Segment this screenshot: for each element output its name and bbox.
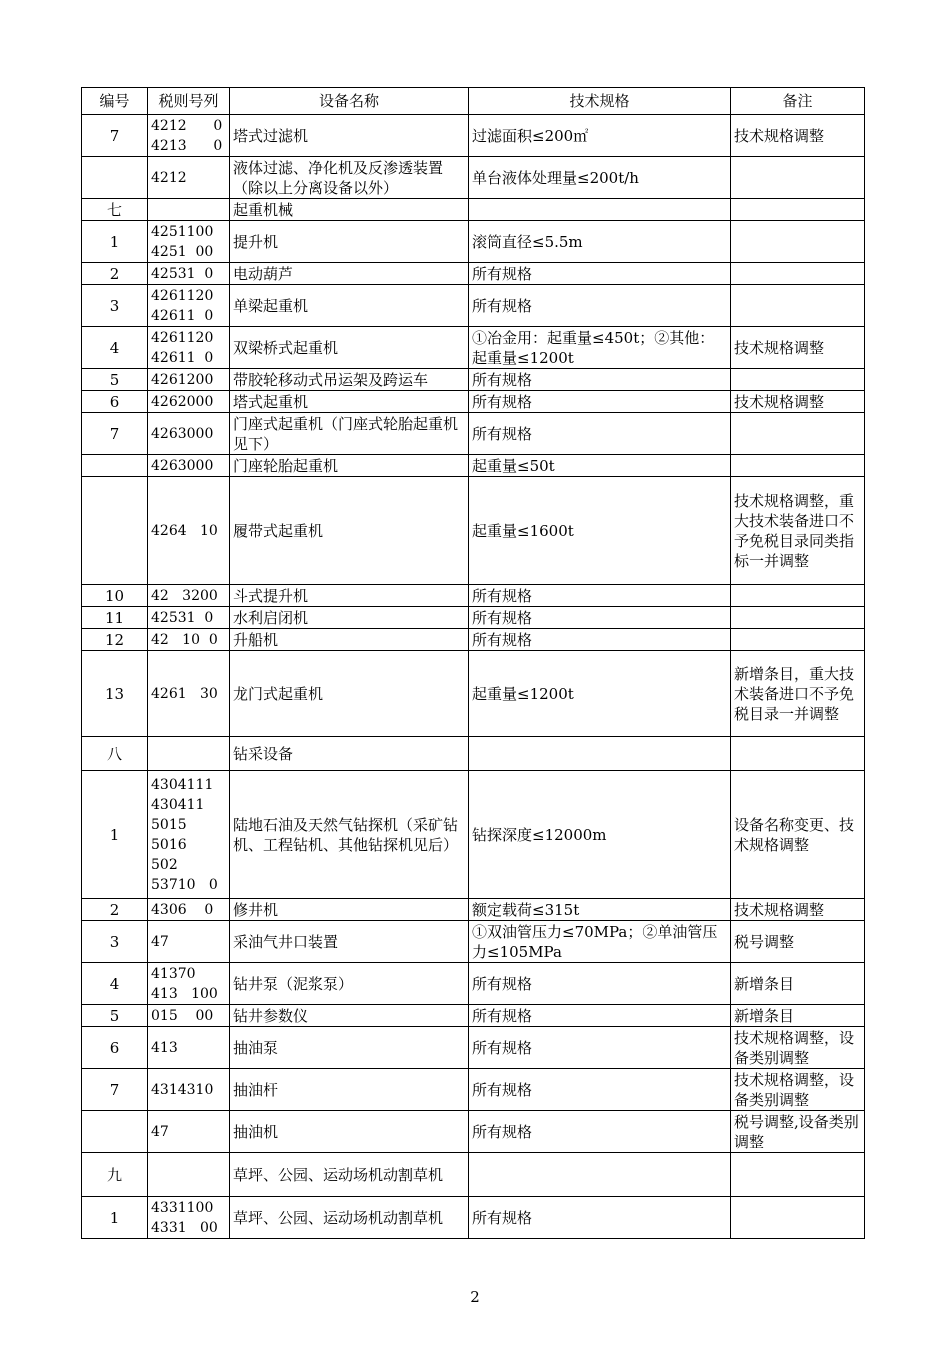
cell-spec: 滚筒直径≤5.5m <box>469 221 731 263</box>
cell-no: 1 <box>82 771 148 899</box>
cell-tax: 42 3200 <box>148 585 230 607</box>
cell-note <box>731 199 865 221</box>
cell-tax: 015 00 <box>148 1005 230 1027</box>
cell-tax: 4251100 4251 00 <box>148 221 230 263</box>
cell-note <box>731 607 865 629</box>
cell-no <box>82 157 148 199</box>
cell-spec: 所有规格 <box>469 1005 731 1027</box>
cell-name: 塔式起重机 <box>230 391 469 413</box>
cell-tax: 47 <box>148 1111 230 1153</box>
cell-spec: 单台液体处理量≤200t/h <box>469 157 731 199</box>
header-tax: 税则号列 <box>148 88 230 115</box>
cell-no: 八 <box>82 737 148 771</box>
cell-no <box>82 477 148 585</box>
table-row <box>82 391 865 413</box>
cell-note <box>731 369 865 391</box>
cell-tax: 4304111 430411 5015 5016 502 53710 0 <box>148 771 230 899</box>
cell-spec: 过滤面积≤200㎡ <box>469 115 731 157</box>
cell-name: 门座式起重机（门座式轮胎起重机见下） <box>230 413 469 455</box>
cell-no: 1 <box>82 1197 148 1239</box>
table-row <box>82 477 865 585</box>
cell-no: 5 <box>82 1005 148 1027</box>
equipment-table <box>81 87 865 1239</box>
cell-name: 草坪、公园、运动场机动割草机 <box>230 1197 469 1239</box>
table-row <box>82 1069 865 1111</box>
cell-spec: 额定载荷≤315t <box>469 899 731 921</box>
table-row <box>82 221 865 263</box>
table-row <box>82 899 865 921</box>
cell-spec: 起重量≤50t <box>469 455 731 477</box>
table-row <box>82 629 865 651</box>
cell-name: 门座轮胎起重机 <box>230 455 469 477</box>
table-header-row <box>82 88 865 115</box>
table-row <box>82 1005 865 1027</box>
table-row <box>82 1027 865 1069</box>
cell-no: 7 <box>82 413 148 455</box>
cell-name: 水利启闭机 <box>230 607 469 629</box>
cell-name: 龙门式起重机 <box>230 651 469 737</box>
cell-note <box>731 737 865 771</box>
cell-spec: 所有规格 <box>469 1197 731 1239</box>
table-row <box>82 285 865 327</box>
cell-name: 钻井参数仪 <box>230 1005 469 1027</box>
cell-no: 11 <box>82 607 148 629</box>
cell-spec: 所有规格 <box>469 963 731 1005</box>
cell-note: 技术规格调整 <box>731 327 865 369</box>
page-number: 2 <box>470 1288 480 1306</box>
cell-tax: 4212 0 4213 0 <box>148 115 230 157</box>
cell-name: 抽油机 <box>230 1111 469 1153</box>
cell-spec: 所有规格 <box>469 607 731 629</box>
header-name: 设备名称 <box>230 88 469 115</box>
cell-spec: 所有规格 <box>469 1111 731 1153</box>
cell-no: 13 <box>82 651 148 737</box>
cell-no: 2 <box>82 263 148 285</box>
cell-note: 技术规格调整 <box>731 391 865 413</box>
table-row <box>82 115 865 157</box>
cell-no: 7 <box>82 1069 148 1111</box>
cell-note: 新增条目，重大技术装备进口不予免税目录一并调整 <box>731 651 865 737</box>
cell-name: 修井机 <box>230 899 469 921</box>
cell-name: 电动葫芦 <box>230 263 469 285</box>
cell-tax: 4261120 42611 0 <box>148 285 230 327</box>
cell-spec <box>469 737 731 771</box>
table-row <box>82 157 865 199</box>
table-row <box>82 369 865 391</box>
cell-name: 斗式提升机 <box>230 585 469 607</box>
cell-name: 履带式起重机 <box>230 477 469 585</box>
cell-spec: ①冶金用：起重量≤450t；②其他：起重量≤1200t <box>469 327 731 369</box>
cell-spec: ①双油管压力≤70MPa；②单油管压力≤105MPa <box>469 921 731 963</box>
cell-spec: 所有规格 <box>469 285 731 327</box>
cell-tax: 4331100 4331 00 <box>148 1197 230 1239</box>
cell-name: 钻采设备 <box>230 737 469 771</box>
cell-name: 带胶轮移动式吊运架及跨运车 <box>230 369 469 391</box>
table-row <box>82 263 865 285</box>
cell-name: 塔式过滤机 <box>230 115 469 157</box>
cell-tax: 4261200 <box>148 369 230 391</box>
cell-note: 新增条目 <box>731 1005 865 1027</box>
table-row <box>82 1153 865 1197</box>
cell-no: 九 <box>82 1153 148 1197</box>
cell-spec: 所有规格 <box>469 1027 731 1069</box>
cell-note <box>731 413 865 455</box>
cell-no: 5 <box>82 369 148 391</box>
cell-spec: 所有规格 <box>469 585 731 607</box>
cell-tax <box>148 199 230 221</box>
cell-no <box>82 1111 148 1153</box>
table-row <box>82 921 865 963</box>
cell-note <box>731 221 865 263</box>
table-row <box>82 199 865 221</box>
cell-note: 技术规格调整，设备类别调整 <box>731 1027 865 1069</box>
table-row <box>82 1111 865 1153</box>
cell-tax: 4263000 <box>148 413 230 455</box>
cell-note: 新增条目 <box>731 963 865 1005</box>
cell-name: 单梁起重机 <box>230 285 469 327</box>
table-row <box>82 327 865 369</box>
cell-note <box>731 455 865 477</box>
cell-name: 抽油杆 <box>230 1069 469 1111</box>
cell-name: 钻井泵（泥浆泵） <box>230 963 469 1005</box>
cell-spec: 所有规格 <box>469 369 731 391</box>
cell-no: 七 <box>82 199 148 221</box>
cell-spec: 起重量≤1200t <box>469 651 731 737</box>
cell-no: 1 <box>82 221 148 263</box>
cell-note: 税号调整,设备类别调整 <box>731 1111 865 1153</box>
cell-note: 技术规格调整，设备类别调整 <box>731 1069 865 1111</box>
cell-tax: 42531 0 <box>148 607 230 629</box>
cell-tax <box>148 737 230 771</box>
cell-spec: 所有规格 <box>469 391 731 413</box>
cell-note <box>731 1197 865 1239</box>
cell-tax: 4306 0 <box>148 899 230 921</box>
cell-tax: 4261 30 <box>148 651 230 737</box>
table-row <box>82 737 865 771</box>
cell-tax: 413 <box>148 1027 230 1069</box>
cell-name: 起重机械 <box>230 199 469 221</box>
cell-note <box>731 629 865 651</box>
table-row <box>82 771 865 899</box>
cell-note: 技术规格调整 <box>731 115 865 157</box>
cell-no: 6 <box>82 1027 148 1069</box>
cell-note <box>731 263 865 285</box>
cell-note: 税号调整 <box>731 921 865 963</box>
cell-note: 设备名称变更、技术规格调整 <box>731 771 865 899</box>
cell-spec: 所有规格 <box>469 263 731 285</box>
cell-name: 抽油泵 <box>230 1027 469 1069</box>
cell-no: 6 <box>82 391 148 413</box>
cell-no: 12 <box>82 629 148 651</box>
cell-name: 液体过滤、净化机及反渗透装置（除以上分离设备以外） <box>230 157 469 199</box>
cell-note <box>731 585 865 607</box>
cell-no: 7 <box>82 115 148 157</box>
cell-name: 采油气井口装置 <box>230 921 469 963</box>
table-row <box>82 963 865 1005</box>
header-no: 编号 <box>82 88 148 115</box>
cell-spec: 起重量≤1600t <box>469 477 731 585</box>
cell-tax: 4262000 <box>148 391 230 413</box>
table-row <box>82 1197 865 1239</box>
table-row <box>82 585 865 607</box>
cell-no: 4 <box>82 963 148 1005</box>
cell-spec: 所有规格 <box>469 629 731 651</box>
table-row <box>82 413 865 455</box>
cell-spec: 所有规格 <box>469 413 731 455</box>
table-row <box>82 455 865 477</box>
cell-tax: 41370 413 100 <box>148 963 230 1005</box>
cell-spec <box>469 1153 731 1197</box>
cell-tax: 4314310 <box>148 1069 230 1111</box>
cell-name: 陆地石油及天然气钻探机（采矿钻机、工程钻机、其他钻探机见后） <box>230 771 469 899</box>
table-row <box>82 607 865 629</box>
cell-no: 2 <box>82 899 148 921</box>
cell-no: 10 <box>82 585 148 607</box>
cell-tax: 4261120 42611 0 <box>148 327 230 369</box>
table-body <box>82 115 865 1239</box>
cell-name: 升船机 <box>230 629 469 651</box>
cell-no <box>82 455 148 477</box>
table-row <box>82 651 865 737</box>
cell-tax: 4212 <box>148 157 230 199</box>
cell-name: 草坪、公园、运动场机动割草机 <box>230 1153 469 1197</box>
cell-note: 技术规格调整，重大技术装备进口不予免税目录同类指标一并调整 <box>731 477 865 585</box>
cell-tax: 42 10 0 <box>148 629 230 651</box>
cell-tax: 42531 0 <box>148 263 230 285</box>
cell-note <box>731 1153 865 1197</box>
cell-note: 技术规格调整 <box>731 899 865 921</box>
cell-spec <box>469 199 731 221</box>
cell-note <box>731 157 865 199</box>
cell-tax: 4263000 <box>148 455 230 477</box>
cell-note <box>731 285 865 327</box>
header-spec: 技术规格 <box>469 88 731 115</box>
cell-tax <box>148 1153 230 1197</box>
cell-name: 提升机 <box>230 221 469 263</box>
header-note: 备注 <box>731 88 865 115</box>
cell-tax: 47 <box>148 921 230 963</box>
cell-tax: 4264 10 <box>148 477 230 585</box>
cell-spec: 钻探深度≤12000m <box>469 771 731 899</box>
cell-no: 3 <box>82 921 148 963</box>
cell-name: 双梁桥式起重机 <box>230 327 469 369</box>
cell-no: 3 <box>82 285 148 327</box>
cell-spec: 所有规格 <box>469 1069 731 1111</box>
cell-no: 4 <box>82 327 148 369</box>
